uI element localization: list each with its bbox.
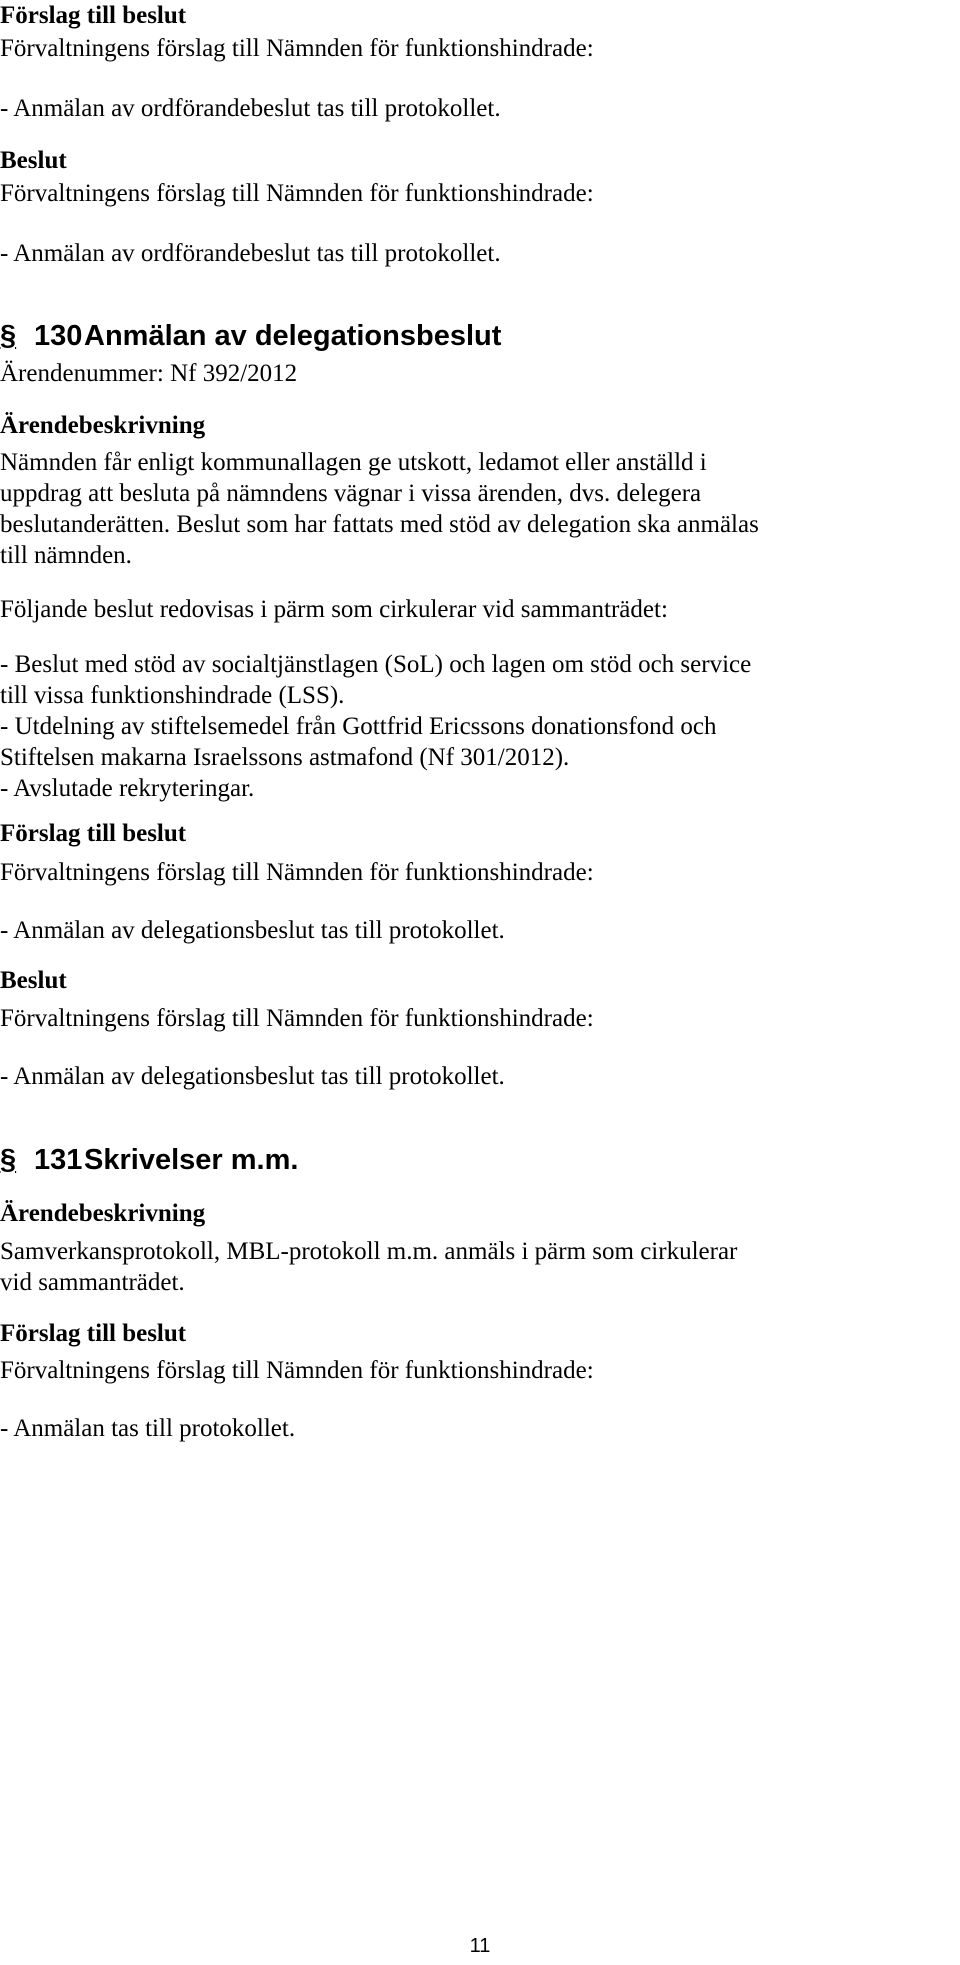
section-number: 131 [34,1144,83,1176]
beslut-item: - Anmälan av delegationsbeslut tas till protokollet. [0,1063,505,1090]
beskrivning-line: beslutanderätten. Beslut som har fattats med stöd av delegation ska anmälas [0,511,759,538]
beslut-text: Förvaltningens förslag till Nämnden för funktionshindrade: [0,180,594,207]
section-symbol: § [0,1144,17,1176]
beskrivning-line: till nämnden. [0,542,132,569]
list-line: till vissa funktionshindrade (LSS). [0,682,345,709]
forslag-heading: Förslag till beslut [0,1320,187,1347]
beskrivning-heading: Ärendebeskrivning [0,1200,206,1227]
beskrivning-line: Samverkansprotokoll, MBL-protokoll m.m. anmäls i pärm som cirkulerar [0,1238,738,1265]
section-number: 130 [34,320,83,352]
list-line: - Avslutade rekryteringar. [0,775,255,802]
section-title: Skrivelser m.m. [84,1144,299,1176]
forslag-item: - Anmälan tas till protokollet. [0,1415,296,1442]
section-130-heading [0,319,501,353]
beskrivning-heading: Ärendebeskrivning [0,412,206,439]
page-number: 11 [469,1935,491,1957]
forslag-item: - Anmälan av delegationsbeslut tas till protokollet. [0,917,505,944]
forslag-item: - Anmälan av ordförandebeslut tas till protokollet. [0,95,501,122]
list-line: - Utdelning av stiftelsemedel från Gottfrid Ericssons donationsfond och [0,713,717,740]
beskrivning-line: uppdrag att besluta på nämndens vägnar i vissa ärenden, dvs. delegera [0,480,702,507]
forslag-heading: Förslag till beslut [0,2,187,29]
beslut-heading: Beslut [0,967,67,994]
section-symbol: § [0,320,17,352]
beslut-text: Förvaltningens förslag till Nämnden för funktionshindrade: [0,1005,594,1032]
forslag-heading: Förslag till beslut [0,820,187,847]
case-number: Ärendenummer: Nf 392/2012 [0,360,298,387]
section-131-heading [0,1143,298,1177]
forslag-text: Förvaltningens förslag till Nämnden för funktionshindrade: [0,35,594,62]
beskrivning-line: Nämnden får enligt kommunallagen ge utskott, ledamot eller anställd i [0,449,707,476]
forslag-text: Förvaltningens förslag till Nämnden för funktionshindrade: [0,859,594,886]
beskrivning-line: vid sammanträdet. [0,1269,185,1296]
list-line: Stiftelsen makarna Israelssons astmafond (Nf 301/2012). [0,744,570,771]
list-line: - Beslut med stöd av socialtjänstlagen (SoL) och lagen om stöd och service [0,651,752,678]
foljande-text: Följande beslut redovisas i pärm som cirkulerar vid sammanträdet: [0,596,668,623]
beslut-heading: Beslut [0,147,67,174]
forslag-text: Förvaltningens förslag till Nämnden för funktionshindrade: [0,1357,594,1384]
beslut-item: - Anmälan av ordförandebeslut tas till protokollet. [0,240,501,267]
section-title: Anmälan av delegationsbeslut [84,320,502,352]
